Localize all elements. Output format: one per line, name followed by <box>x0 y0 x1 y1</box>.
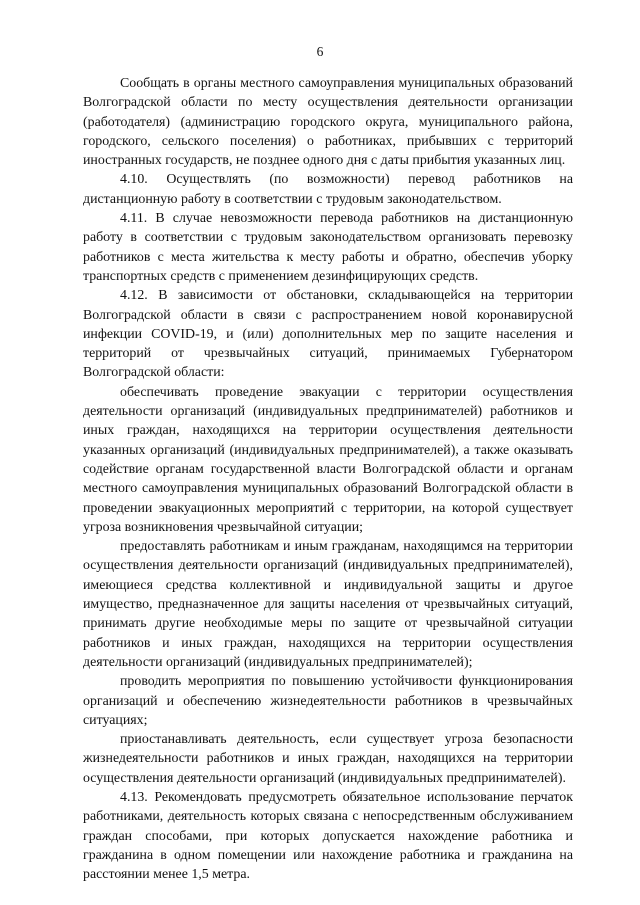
paragraph-stability-measures: проводить мероприятия по повышению устойчивости функционирования организаций и обеспечению жизнедеятельности работников в чрезвычайных ситуациях; <box>83 674 573 728</box>
paragraph-4-10: 4.10. Осуществлять (по возможности) перевод работников на дистанционную работу в соответствии с трудовым законодательством. <box>83 172 573 207</box>
paragraph-4-12: 4.12. В зависимости от обстановки, складывающейся на территории Волгоградской области в связи с распространением новой коронавирусной инфекции COVID-19, и (или) дополнительных мер по защите населения и территорий от чрезвычайных ситуаций, принимаемых Губернатором Волгоградской области: <box>83 288 573 381</box>
paragraph-notify-authorities: Сообщать в органы местного самоуправления муниципальных образований Волгоградской области по месту осуществления деятельности организации (работодателя) (администрацию городского округа, муниципального района, городского, сельского поселения) о работниках, прибывших с территорий иностранных государств, не позднее одного дня с даты прибытия указанных лиц. <box>83 76 573 169</box>
paragraph-protection-means: предоставлять работникам и иным гражданам, находящимся на территории осуществления деятельности организаций (индивидуальных предпринимателей), имеющиеся средства коллективной и индивидуальной защиты и другое имущество, предназначенное для защиты населения от чрезвычайных ситуаций, принимать другие необходимые меры по защите от чрезвычайной ситуации работников и иных граждан, находящихся на территории осуществления деятельности организаций (индивидуальных предпринимателей); <box>83 539 573 670</box>
document-body <box>83 74 573 884</box>
page-number: 6 <box>316 44 324 59</box>
paragraph-evacuation: обеспечивать проведение эвакуации с территории осуществления деятельности организаций (индивидуальных предпринимателей) работников и иных граждан, находящихся на территории осуществления деятельности указанных организаций (индивидуальных предпринимателей), а также оказывать содействие органам государственной власти Волгоградской области и органам местного самоуправления муниципальных образований Волгоградской области в проведении эвакуационных мероприятий с территории, на которой существует угроза возникновения чрезвычайной ситуации; <box>83 384 573 535</box>
paragraph-4-13: 4.13. Рекомендовать предусмотреть обязательное использование перчаток работниками, деятельность которых связана с непосредственным обслуживанием граждан способами, при которых допускается нахождение работника и гражданина в одном помещении или нахождение работника и гражданина на расстоянии менее 1,5 метра. <box>83 789 573 883</box>
paragraph-4-11: 4.11. В случае невозможности перевода работников на дистанционную работу в соответствии с трудовым законодательством организовать перевозку работников с места жительства к месту работы и обратно, обеспечив уборку транспортных средств с применением дезинфицирующих средств. <box>83 211 573 284</box>
paragraph-suspend-activity: приостанавливать деятельность, если существует угроза безопасности жизнедеятельности работников и иных граждан, находящихся на территории осуществления деятельности организаций (индивидуальных предпринимателей). <box>83 732 573 786</box>
